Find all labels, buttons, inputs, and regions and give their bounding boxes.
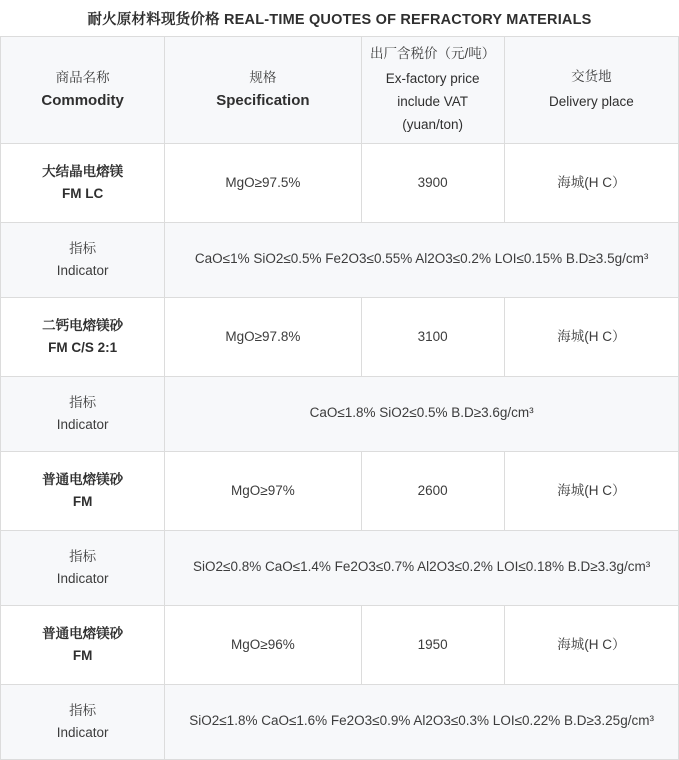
cell-specification: MgO≥97% <box>165 451 361 530</box>
column-header-specification-en: Specification <box>216 91 310 109</box>
cell-delivery-place <box>504 143 678 222</box>
table-row <box>1 376 679 451</box>
table-row <box>1 222 679 297</box>
cell-indicator-label <box>1 530 165 605</box>
cell-price: 3900 <box>361 143 504 222</box>
delivery-place-en: C） <box>602 174 626 190</box>
cell-indicator-label <box>1 222 165 297</box>
column-header-commodity-cn: 商品名称 <box>55 70 110 86</box>
table-row <box>1 451 679 530</box>
table-header <box>1 37 679 143</box>
column-header-delivery-place-en: Delivery place <box>548 93 634 109</box>
page-title: 耐火原材料现货价格 REAL-TIME QUOTES OF REFRACTORY MATERIALS <box>0 0 679 37</box>
cell-specification: MgO≥97.8% <box>165 297 361 376</box>
cell-specification: MgO≥96% <box>165 605 361 684</box>
indicator-label-en: Indicator <box>56 570 109 586</box>
table-header-row <box>1 37 679 143</box>
cell-delivery-place <box>504 605 678 684</box>
cell-delivery-place <box>504 297 678 376</box>
cell-commodity <box>1 451 165 530</box>
cell-specification: MgO≥97.5% <box>165 143 361 222</box>
cell-price: 3100 <box>361 297 504 376</box>
cell-indicator-value: CaO≤1.8% SiO2≤0.5% B.D≥3.6g/cm³ <box>165 376 679 451</box>
column-header-specification-cn: 规格 <box>249 70 277 86</box>
indicator-label-en: Indicator <box>56 724 109 740</box>
cell-commodity <box>1 143 165 222</box>
cell-indicator-value: SiO2≤1.8% CaO≤1.6% Fe2O3≤0.9% Al2O3≤0.3% LOI≤0.22% B.D≥3.25g/cm³ <box>165 684 679 759</box>
indicator-label-cn: 指标 <box>69 703 97 719</box>
delivery-place-en: C） <box>602 328 626 344</box>
column-header-delivery-place <box>504 37 678 143</box>
delivery-place-cn: 海城(H <box>557 174 599 190</box>
commodity-name-en: FM <box>72 493 93 509</box>
commodity-name-cn: 普通电熔镁砂 <box>42 472 124 488</box>
delivery-place-cn: 海城(H <box>557 328 599 344</box>
cell-indicator-value: CaO≤1% SiO2≤0.5% Fe2O3≤0.55% Al2O3≤0.2% LOI≤0.15% B.D≥3.5g/cm³ <box>165 222 679 297</box>
column-header-price-en: Ex-factory price include VAT (yuan/ton) <box>385 70 480 132</box>
table-row <box>1 143 679 222</box>
delivery-place-en: C） <box>602 482 626 498</box>
delivery-place-cn: 海城(H <box>557 636 599 652</box>
commodity-name-cn: 大结晶电熔镁 <box>42 164 124 180</box>
table-row <box>1 605 679 684</box>
indicator-label-en: Indicator <box>56 262 109 278</box>
column-header-commodity <box>1 37 165 143</box>
cell-commodity <box>1 297 165 376</box>
cell-delivery-place <box>504 451 678 530</box>
indicator-label-cn: 指标 <box>69 395 97 411</box>
column-header-commodity-en: Commodity <box>41 91 124 109</box>
table-row <box>1 530 679 605</box>
cell-indicator-value: SiO2≤0.8% CaO≤1.4% Fe2O3≤0.7% Al2O3≤0.2% LOI≤0.18% B.D≥3.3g/cm³ <box>165 530 679 605</box>
commodity-name-en: FM LC <box>61 185 104 201</box>
column-header-delivery-place-cn: 交货地 <box>571 68 612 84</box>
cell-commodity <box>1 605 165 684</box>
column-header-price <box>361 37 504 143</box>
delivery-place-cn: 海城(H <box>557 482 599 498</box>
refractory-quotes-table <box>0 37 679 760</box>
commodity-name-cn: 二钙电熔镁砂 <box>42 318 124 334</box>
table-body <box>1 143 679 759</box>
cell-indicator-label <box>1 684 165 759</box>
cell-price: 2600 <box>361 451 504 530</box>
cell-indicator-label <box>1 376 165 451</box>
commodity-name-cn: 普通电熔镁砂 <box>42 626 124 642</box>
table-row <box>1 297 679 376</box>
commodity-name-en: FM C/S 2:1 <box>48 339 118 355</box>
indicator-label-cn: 指标 <box>69 549 97 565</box>
column-header-price-cn: 出厂含税价（元/吨） <box>369 46 496 61</box>
column-header-specification <box>165 37 361 143</box>
indicator-label-en: Indicator <box>56 416 109 432</box>
commodity-name-en: FM <box>72 647 93 663</box>
table-row <box>1 684 679 759</box>
cell-price: 1950 <box>361 605 504 684</box>
indicator-label-cn: 指标 <box>69 241 97 257</box>
delivery-place-en: C） <box>602 636 626 652</box>
